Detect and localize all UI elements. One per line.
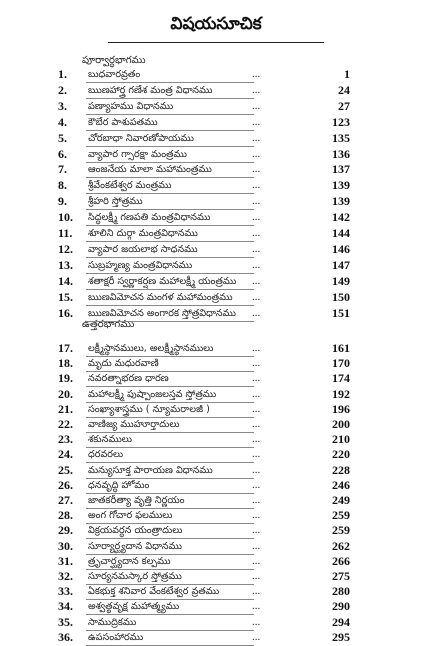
dot-leader: ... <box>252 147 261 160</box>
entry-number: 26. <box>58 477 73 492</box>
entry-page-number: 147 <box>332 257 350 272</box>
dot-leader: ... <box>252 402 261 415</box>
entry-title: సుబ్రహ్మణ్య మంత్రవిధానము <box>88 259 193 271</box>
entry-number: 14. <box>58 273 73 288</box>
dot-leader: ... <box>252 539 261 552</box>
entry-page-number: 24 <box>338 82 350 97</box>
entry-title: శతాక్షరీ స్వర్ణాకర్షణ మహాలక్ష్మీ యంత్రము <box>88 275 237 287</box>
entry-number: 34. <box>58 599 73 614</box>
toc-entry[interactable] <box>0 98 432 115</box>
entry-page-number: 246 <box>332 477 350 492</box>
entry-page-number: 228 <box>332 462 350 477</box>
entry-number: 1. <box>58 67 67 81</box>
entry-title: ఋణవిమోచన అంగారక స్తోత్రవిధానము <box>88 307 236 319</box>
entry-title: ఉపసంహారము <box>88 631 144 643</box>
entry-title: అశ్వత్థవృక్ష మహాత్మ్యము <box>88 601 180 613</box>
entry-number: 12. <box>58 241 73 256</box>
title-underline <box>108 42 324 43</box>
entry-page-number: 275 <box>332 569 350 583</box>
entry-page-number: 294 <box>332 614 350 629</box>
entry-number: 18. <box>58 356 73 371</box>
dot-leader: ... <box>252 509 261 522</box>
entry-title: ఋణవిమోచన మంగళ మహామంత్రము <box>88 291 233 303</box>
entry-title: ఋణహార్త్ర గణేశ మంత్ర విధానము <box>88 84 213 96</box>
dot-leader: ... <box>252 99 261 112</box>
entry-title: లక్ష్మీస్థానములు, అలక్ష్మీస్థానములు <box>88 343 214 354</box>
section-heading: ఉత్తరభాగము <box>82 319 135 330</box>
toc-entry[interactable] <box>0 66 432 83</box>
entry-title: విక్రయవర్ధన యంత్రాదులు <box>88 525 183 537</box>
dot-leader: ... <box>252 290 261 303</box>
entry-number: 36. <box>58 629 73 644</box>
entry-title: త్రృచార్ఘ్యదాన కల్పము <box>88 555 171 567</box>
entry-page-number: 290 <box>332 599 350 614</box>
entry-page-number: 144 <box>332 226 350 240</box>
dot-leader: ... <box>252 478 261 491</box>
dot-leader: ... <box>252 433 261 446</box>
entry-title: సిద్ధలక్ష్మీ గణపతి మంత్రవిధానము <box>88 212 211 224</box>
entry-number: 30. <box>58 538 73 553</box>
entry-number: 10. <box>58 210 73 225</box>
toc-entry[interactable] <box>0 225 432 242</box>
toc-entry[interactable] <box>0 273 432 290</box>
dot-leader: ... <box>252 342 261 354</box>
dot-leader: ... <box>252 554 261 567</box>
entry-number: 8. <box>58 178 67 193</box>
entry-number: 4. <box>58 114 67 129</box>
entry-page-number: 149 <box>332 273 350 288</box>
dot-leader: ... <box>252 195 261 208</box>
toc-entry[interactable] <box>0 161 432 178</box>
dot-leader: ... <box>252 83 261 96</box>
entry-page-number: 295 <box>332 629 350 644</box>
entry-title: ఆంజనేయ మాలా మహామంత్రము <box>88 164 212 176</box>
dot-leader: ... <box>252 115 261 128</box>
entry-page-number: 27 <box>338 98 350 113</box>
entry-number: 2. <box>58 82 67 97</box>
entry-page-number: 137 <box>332 162 350 177</box>
entry-number: 27. <box>58 493 73 507</box>
section-heading: పూర్వార్ధభాగము <box>82 55 146 66</box>
entry-page-number: 150 <box>332 289 350 304</box>
entry-page-number: 196 <box>332 401 350 416</box>
entry-page-number: 259 <box>332 523 350 538</box>
dot-leader: ... <box>252 387 261 400</box>
entry-page-number: 266 <box>332 553 350 568</box>
entry-page-number: 142 <box>332 210 350 225</box>
dot-leader: ... <box>252 131 261 144</box>
entry-title: వ్యాపార గ్సారక్షా మంత్రము <box>88 148 188 160</box>
page-title: విషయసూచిక <box>170 14 262 34</box>
entry-title: కౌబేర పాశుపతము <box>88 116 158 128</box>
entry-title: సూర్యార్ఘ్యదాన విధానము <box>88 540 182 552</box>
dot-leader: ... <box>252 448 261 461</box>
entry-title: వాణిజ్య ముహూర్తాదులు <box>88 419 180 430</box>
entry-title: సాముద్రికము <box>88 616 137 628</box>
entry-page-number: 139 <box>332 178 350 193</box>
dot-leader: ... <box>252 600 261 613</box>
dot-leader: ... <box>252 494 261 506</box>
entry-title: మహాలక్ష్మీ పుష్పాంజలస్తవ స్తోత్రము <box>88 388 217 400</box>
entry-title: పణ్యాహము విధానము <box>88 100 174 112</box>
toc-entry[interactable] <box>0 305 432 322</box>
entry-number: 21. <box>58 401 73 416</box>
dot-leader: ... <box>252 258 261 271</box>
dot-leader: ... <box>252 306 261 319</box>
entry-title: శకునములు <box>88 434 132 446</box>
dot-leader: ... <box>252 585 261 598</box>
toc-entry[interactable] <box>0 193 432 210</box>
entry-number: 35. <box>58 614 73 629</box>
entry-page-number: 139 <box>332 194 350 209</box>
entry-page-number: 220 <box>332 447 350 462</box>
entry-number: 7. <box>58 162 67 177</box>
entry-page-number: 280 <box>332 584 350 599</box>
entry-number: 5. <box>58 130 67 145</box>
dot-leader: ... <box>252 418 261 430</box>
entry-page-number: 161 <box>332 341 350 355</box>
entry-number: 3. <box>58 98 67 113</box>
dot-leader: ... <box>252 463 261 476</box>
entry-number: 28. <box>58 508 73 523</box>
entry-title: శ్రీవేంకటేశ్వర మంత్రము <box>88 180 172 192</box>
entry-page-number: 262 <box>332 538 350 553</box>
entry-number: 25. <box>58 462 73 477</box>
entry-page-number: 123 <box>332 114 350 129</box>
entry-number: 9. <box>58 194 67 209</box>
entry-title: శూలిని దుర్గా మంత్రవిధానము <box>88 228 198 239</box>
entry-number: 16. <box>58 305 73 320</box>
dot-leader: ... <box>252 179 261 192</box>
toc-entry[interactable] <box>0 289 432 306</box>
entry-page-number: 151 <box>332 305 350 320</box>
dot-leader: ... <box>252 242 261 255</box>
entry-number: 23. <box>58 432 73 447</box>
entry-title: జాతకరీత్యా వృత్తి నిర్ణయం <box>88 495 185 506</box>
entry-number: 33. <box>58 584 73 599</box>
toc-entry[interactable] <box>0 241 432 258</box>
entry-title: ధనవృద్ధి హోమం <box>88 479 150 491</box>
entry-page-number: 146 <box>332 241 350 256</box>
toc-entry[interactable] <box>0 209 432 226</box>
entry-page-number: 259 <box>332 508 350 523</box>
entry-number: 20. <box>58 386 73 401</box>
entry-title: మన్యుసూక్త పారాయణ విధానము <box>88 464 213 476</box>
entry-title: అంగ గోచార ఫలములు <box>88 510 173 522</box>
toc-entry[interactable] <box>0 629 432 646</box>
entry-page-number: 174 <box>332 371 350 386</box>
dot-leader: ... <box>252 68 261 80</box>
entry-number: 11. <box>58 226 73 240</box>
entry-title: ఏకభుక్త శనివార వేంకటేశ్వర వ్రతము <box>88 586 220 598</box>
entry-number: 29. <box>58 523 73 538</box>
entry-number: 13. <box>58 257 73 272</box>
dot-leader: ... <box>252 615 261 628</box>
dot-leader: ... <box>252 630 261 643</box>
entry-title: మృదు మధురవాణి <box>88 358 159 370</box>
entry-number: 6. <box>58 146 67 161</box>
entry-page-number: 192 <box>332 386 350 401</box>
entry-page-number: 135 <box>332 130 350 145</box>
dot-leader: ... <box>252 227 261 239</box>
toc-entry[interactable] <box>0 177 432 194</box>
entry-title: వ్యాపార జయలాభ సాధనము <box>88 243 198 255</box>
dot-leader: ... <box>252 211 261 224</box>
toc-entry[interactable] <box>0 257 432 274</box>
toc-entry[interactable] <box>0 146 432 163</box>
entry-title: శ్రీహరి స్తోత్రము <box>88 196 143 208</box>
entry-number: 32. <box>58 569 73 583</box>
entry-number: 22. <box>58 417 73 431</box>
entry-title: సంఖ్యాశాస్త్రము ( న్యూమరాలజీ ) <box>88 403 210 415</box>
dot-leader: ... <box>252 524 261 537</box>
entry-page-number: 170 <box>332 356 350 371</box>
entry-title: సూర్యనమస్కార స్తోత్రము <box>88 571 182 582</box>
dot-leader: ... <box>252 372 261 385</box>
dot-leader: ... <box>252 274 261 287</box>
dot-leader: ... <box>252 570 261 582</box>
toc-entry[interactable] <box>0 82 432 99</box>
entry-number: 15. <box>58 289 73 304</box>
entry-title: ధరవరలు <box>88 449 124 461</box>
entry-number: 17. <box>58 341 73 355</box>
entry-underline <box>86 321 254 322</box>
entry-number: 24. <box>58 447 73 462</box>
entry-page-number: 210 <box>332 432 350 447</box>
entry-page-number: 1 <box>344 67 350 81</box>
entry-title: బుధవారవ్రతం <box>88 69 141 80</box>
toc-entry[interactable] <box>0 130 432 147</box>
dot-leader: ... <box>252 163 261 176</box>
entry-title: చోరబాధా నివారణోపాయము <box>88 132 194 144</box>
entry-page-number: 200 <box>332 417 350 431</box>
entry-title: నవరత్నాభరణ ధారణ <box>88 373 169 385</box>
toc-entry[interactable] <box>0 114 432 131</box>
entry-page-number: 249 <box>332 493 350 507</box>
entry-number: 19. <box>58 371 73 386</box>
entry-number: 31. <box>58 553 73 568</box>
entry-page-number: 136 <box>332 146 350 161</box>
dot-leader: ... <box>252 357 261 370</box>
